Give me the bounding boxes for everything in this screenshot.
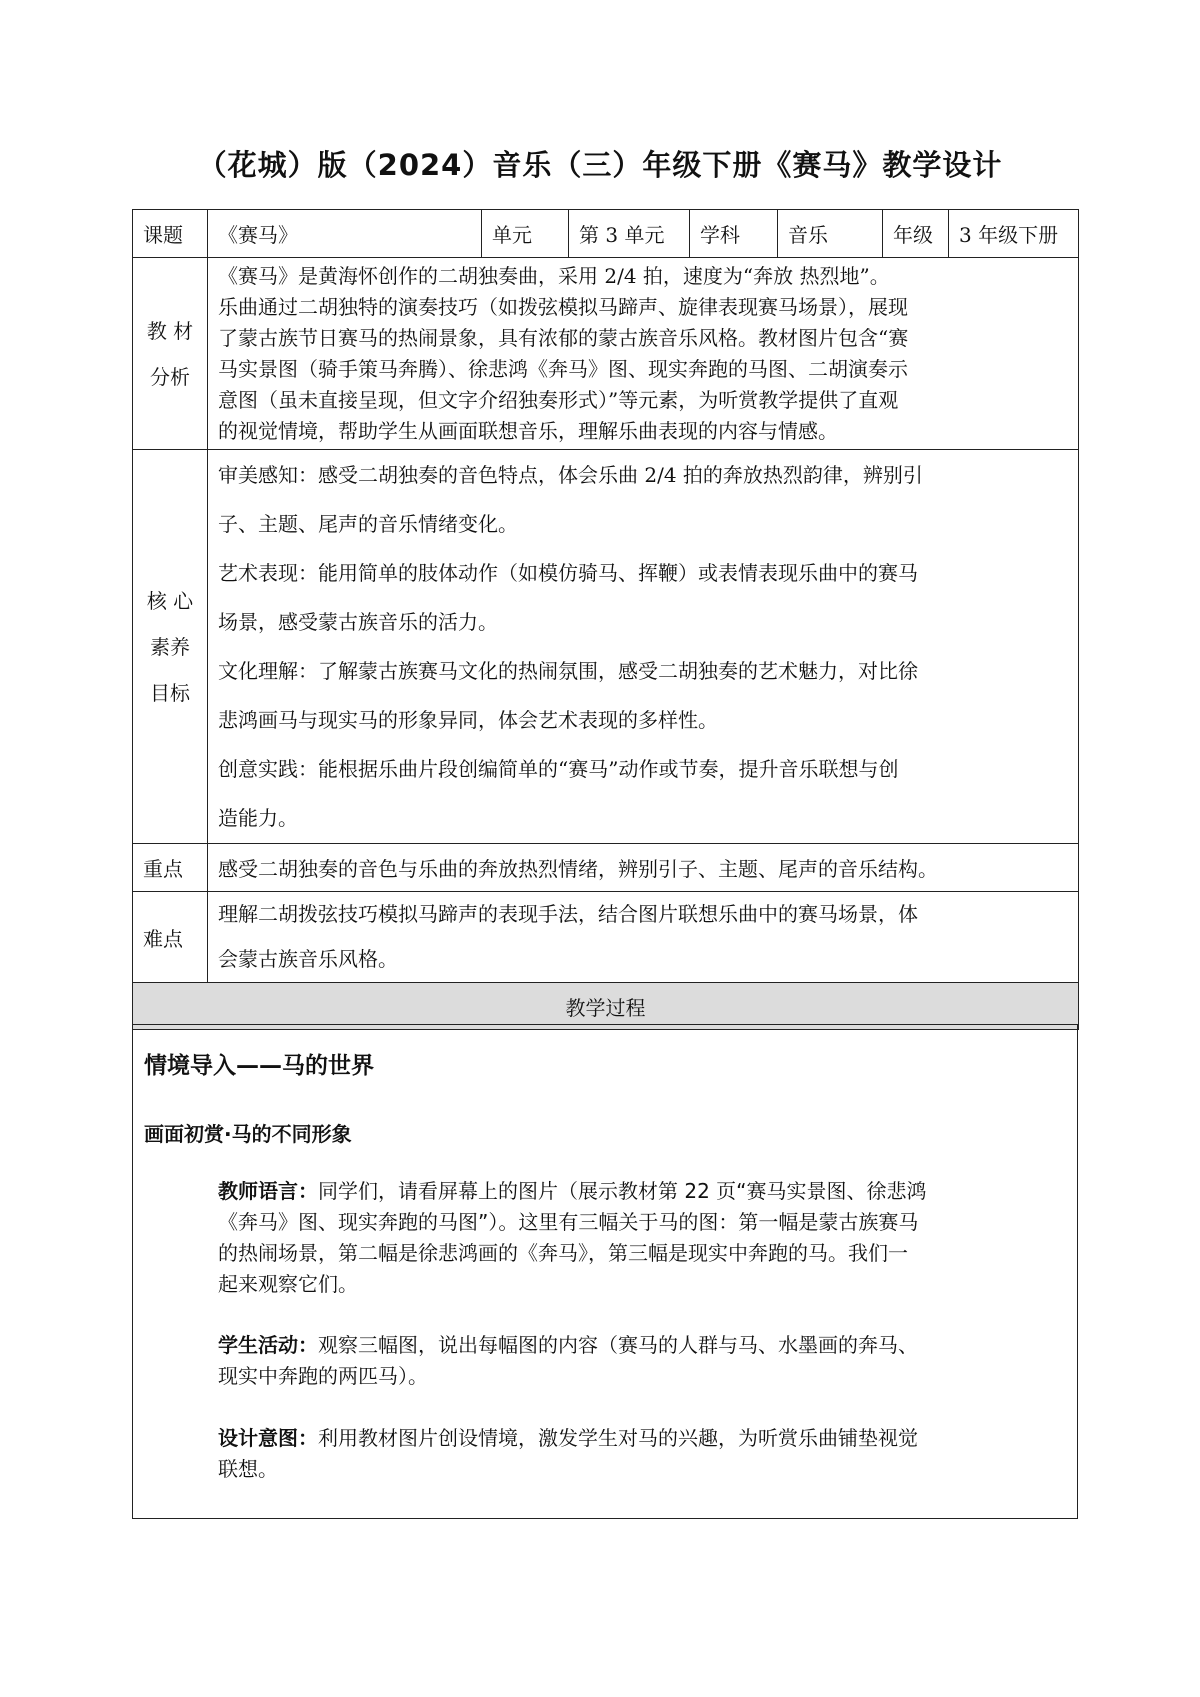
analysis-label-line: 教 材 <box>146 318 194 343</box>
key-point-label: 重点 <box>133 844 208 892</box>
core-line: 造能力。 <box>218 805 298 830</box>
intent-line: 联想。 <box>218 1457 278 1481</box>
core-line: 文化理解：了解蒙古族赛马文化的热闹氛围，感受二胡独奏的艺术魅力，对比徐 <box>218 658 918 683</box>
core-line: 悲鸿画马与现实马的形象异同，体会艺术表现的多样性。 <box>218 707 718 732</box>
key-point-text: 感受二胡独奏的音色与乐曲的奔放热烈情绪，辨别引子、主题、尾声的音乐结构。 <box>208 844 1079 892</box>
section-title: 情境导入——马的世界 <box>144 1053 374 1079</box>
student-line: 观察三幅图，说出每幅图的内容（赛马的人群与马、水墨画的奔马、 <box>318 1333 918 1357</box>
grade-label: 年级 <box>883 210 949 258</box>
topic-value: 《赛马》 <box>208 210 482 258</box>
difficulty-line: 理解二胡拨弦技巧模拟马蹄声的表现手法，结合图片联想乐曲中的赛马场景，体 <box>218 902 918 926</box>
analysis-line: 乐曲通过二胡独特的演奏技巧（如拨弦模拟马蹄声、旋律表现赛马场景），展现 <box>218 294 908 319</box>
core-label-line: 素养 <box>150 634 190 659</box>
process-content <box>132 1024 1078 1519</box>
difficulty-text <box>208 892 1079 983</box>
analysis-line: 意图（虽未直接呈现，但文字介绍独奏形式）”等元素，为听赏教学提供了直观 <box>218 387 899 412</box>
analysis-row <box>133 258 1079 450</box>
topic-label: 课题 <box>133 210 208 258</box>
teacher-line: 同学们，请看屏幕上的图片（展示教材第 22 页“赛马实景图、徐悲鸿 <box>318 1179 927 1203</box>
analysis-text <box>208 258 1079 450</box>
core-goals-text <box>208 450 1079 844</box>
core-line: 创意实践：能根据乐曲片段创编简单的“赛马”动作或节奏，提升音乐联想与创 <box>218 756 899 781</box>
key-point-row <box>133 844 1079 892</box>
unit-label: 单元 <box>482 210 569 258</box>
student-label: 学生活动： <box>218 1333 318 1357</box>
analysis-label <box>133 258 208 450</box>
difficulty-row <box>133 892 1079 983</box>
lesson-info-table <box>132 209 1079 1030</box>
difficulty-line: 会蒙古族音乐风格。 <box>218 947 398 971</box>
core-label-line: 核 心 <box>146 588 194 613</box>
core-line: 子、主题、尾声的音乐情绪变化。 <box>218 511 518 536</box>
design-intent-block <box>218 1423 1063 1485</box>
process-header-row <box>133 983 1079 1030</box>
grade-value: 3 年级下册 <box>949 210 1079 258</box>
teacher-label: 教师语言： <box>218 1179 318 1203</box>
core-line: 艺术表现：能用简单的肢体动作（如模仿骑马、挥鞭）或表情表现乐曲中的赛马 <box>218 560 918 585</box>
subject-label: 学科 <box>690 210 778 258</box>
teacher-line: 的热闹场景，第二幅是徐悲鸿画的《奔马》，第三幅是现实中奔跑的马。我们一 <box>218 1241 908 1265</box>
document-title: （花城）版（2024）音乐（三）年级下册《赛马》教学设计 <box>197 148 1003 182</box>
core-line: 审美感知：感受二胡独奏的音色特点，体会乐曲 2/4 拍的奔放热烈韵律，辨别引 <box>218 462 923 487</box>
intent-label: 设计意图： <box>218 1426 318 1450</box>
teacher-line: 起来观察它们。 <box>218 1272 358 1296</box>
analysis-line: 马实景图（骑手策马奔腾）、徐悲鸿《奔马》图、现实奔跑的马图、二胡演奏示 <box>218 356 908 381</box>
header-row <box>133 210 1079 258</box>
analysis-line: 的视觉情境，帮助学生从画面联想音乐，理解乐曲表现的内容与情感。 <box>218 418 838 443</box>
student-line: 现实中奔跑的两匹马）。 <box>218 1364 428 1388</box>
unit-value: 第 3 单元 <box>569 210 690 258</box>
core-goals-row <box>133 450 1079 844</box>
analysis-line: 《赛马》是黄海怀创作的二胡独奏曲，采用 2/4 拍，速度为“奔放 热烈地”。 <box>218 263 890 288</box>
analysis-label-line: 分析 <box>150 364 190 389</box>
teacher-line: 《奔马》图、现实奔跑的马图”）。这里有三幅关于马的图：第一幅是蒙古族赛马 <box>218 1210 919 1234</box>
core-label-line: 目标 <box>150 680 190 705</box>
intent-line: 利用教材图片创设情境，激发学生对马的兴趣，为听赏乐曲铺垫视觉 <box>318 1426 918 1450</box>
subject-value: 音乐 <box>778 210 883 258</box>
analysis-line: 了蒙古族节日赛马的热闹景象，具有浓郁的蒙古族音乐风格。教材图片包含“赛 <box>218 325 909 350</box>
core-goals-label <box>133 450 208 844</box>
difficulty-label: 难点 <box>133 892 208 983</box>
process-header: 教学过程 <box>133 983 1079 1030</box>
core-line: 场景，感受蒙古族音乐的活力。 <box>218 609 498 634</box>
teacher-speech-block <box>218 1176 1063 1300</box>
sub-title: 画面初赏·马的不同形象 <box>144 1122 352 1146</box>
student-activity-block <box>218 1330 1063 1392</box>
